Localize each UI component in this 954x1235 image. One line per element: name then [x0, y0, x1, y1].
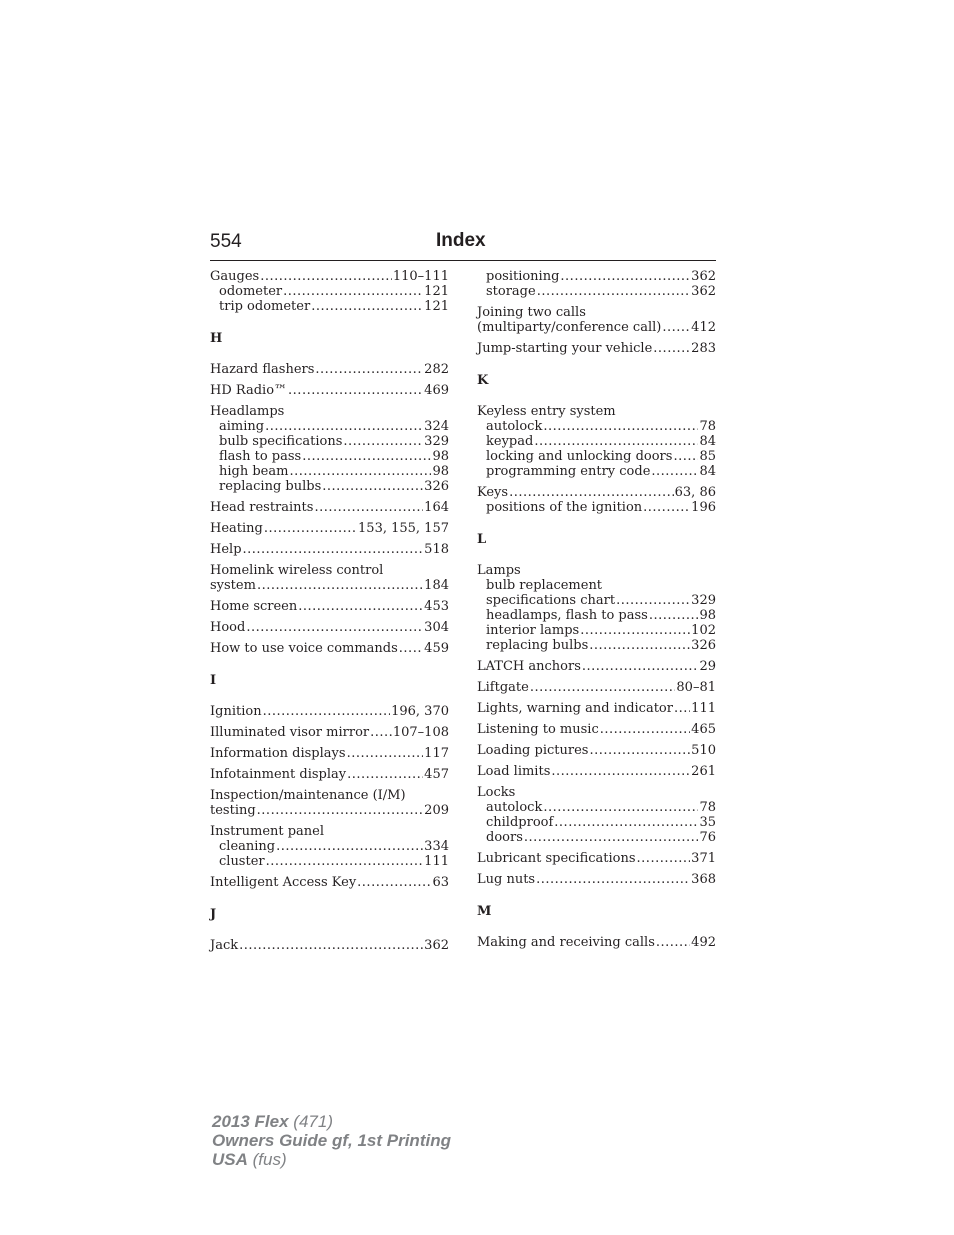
index-entry [477, 449, 716, 464]
index-entry-term: specifications chart [486, 593, 616, 608]
dot-leader [543, 419, 698, 434]
footer-region: USA [212, 1150, 248, 1169]
index-entry-term: system [210, 578, 256, 593]
index-entry-term: testing [210, 803, 256, 818]
index-entry-term: LATCH anchors [477, 659, 581, 674]
index-entry-term: Home screen [210, 599, 298, 614]
index-entry [210, 854, 449, 869]
index-entry-term: (multiparty/conference call) [477, 320, 662, 335]
index-entry-term: trip odometer [219, 299, 311, 314]
index-entry [477, 320, 716, 335]
index-entry [477, 578, 716, 593]
index-entry [477, 701, 716, 716]
index-entry-page: 362 [424, 938, 449, 953]
dot-leader [260, 269, 392, 284]
index-entry-page: 518 [424, 542, 449, 557]
index-entry-page: 102 [691, 623, 716, 638]
dot-leader [263, 704, 391, 719]
dot-leader [589, 638, 690, 653]
index-entry [477, 851, 716, 866]
dot-leader [302, 449, 431, 464]
index-entry-page: 304 [424, 620, 449, 635]
page-title: Index [436, 230, 486, 251]
dot-leader [651, 464, 698, 479]
index-entry-page: 111 [424, 854, 449, 869]
index-entry-term: Ignition [210, 704, 262, 719]
index-entry-term: bulb replacement [486, 578, 603, 593]
index-letter-heading: I [210, 673, 217, 688]
index-entry [477, 305, 716, 320]
index-entry-page: 282 [424, 362, 449, 377]
index-entry [477, 764, 716, 779]
index-entry-term: cleaning [219, 839, 276, 854]
index-entry [477, 419, 716, 434]
dot-leader [298, 599, 423, 614]
index-entry [210, 767, 449, 782]
index-entry-page: 209 [424, 803, 449, 818]
index-entry-term: Illuminated visor mirror [210, 725, 370, 740]
index-entry [210, 284, 449, 299]
index-entry [210, 704, 449, 719]
index-entry-term: interior lamps [486, 623, 580, 638]
index-entry-page: 76 [699, 830, 716, 845]
index-entry-term: Gauges [210, 269, 260, 284]
index-entry [210, 542, 449, 557]
dot-leader [662, 320, 690, 335]
index-entry-page: 196, 370 [391, 704, 449, 719]
index-entry-term: autolock [486, 800, 543, 815]
index-entry-term: Jump-starting your vehicle [477, 341, 653, 356]
dot-leader [399, 641, 423, 656]
dot-leader [537, 284, 690, 299]
index-letter-heading: L [477, 532, 487, 547]
dot-leader [257, 803, 424, 818]
index-entry-term: Lubricant specifications [477, 851, 636, 866]
index-entry-page: 329 [424, 434, 449, 449]
dot-leader [580, 623, 690, 638]
index-entry-term: storage [486, 284, 536, 299]
index-entry-term: bulb specifications [219, 434, 343, 449]
index-entry-page: 107–108 [392, 725, 449, 740]
index-entry [210, 449, 449, 464]
index-entry [477, 434, 716, 449]
index-entry [477, 623, 716, 638]
dot-leader [239, 938, 423, 953]
index-entry-page: 78 [699, 419, 716, 434]
index-entry-page: 63, 86 [674, 485, 716, 500]
dot-leader [276, 839, 423, 854]
index-entry-term: Locks [477, 785, 516, 800]
index-entry [210, 620, 449, 635]
index-entry-term: Help [210, 542, 242, 557]
index-entry-page: 121 [424, 284, 449, 299]
dot-leader [311, 299, 423, 314]
footer-region-code: (fus) [252, 1150, 287, 1169]
footer-model-code: (471) [293, 1112, 333, 1131]
index-entry [477, 815, 716, 830]
index-entry-term: programming entry code [486, 464, 651, 479]
index-entry [210, 599, 449, 614]
index-entry-term: Instrument panel [210, 824, 325, 839]
index-entry-page: 111 [691, 701, 716, 716]
index-entry-term: Load limits [477, 764, 551, 779]
index-entry-page: 368 [691, 872, 716, 887]
index-entry-page: 469 [424, 383, 449, 398]
index-entry [210, 419, 449, 434]
footer-line-3 [212, 1150, 451, 1169]
index-entry-term: doors [486, 830, 523, 845]
index-entry [477, 608, 716, 623]
index-letter-heading: M [477, 904, 492, 919]
footer-guide: Owners Guide gf, 1st Printing [212, 1131, 451, 1150]
index-entry-page: 371 [691, 851, 716, 866]
dot-leader [534, 434, 698, 449]
index-entry-term: childproof [486, 815, 554, 830]
index-entry-term: headlamps, flash to pass [486, 608, 648, 623]
index-entry [477, 680, 716, 695]
dot-leader [347, 767, 423, 782]
index-entry-term: Joining two calls [477, 305, 586, 320]
footer-model: 2013 Flex [212, 1112, 289, 1131]
index-entry-term: Keys [477, 485, 509, 500]
index-entry-page: 329 [691, 593, 716, 608]
index-entry-page: 164 [424, 500, 449, 515]
page-header [210, 230, 716, 261]
index-entry-term: Information displays [210, 746, 346, 761]
index-entry [477, 563, 716, 578]
index-entry-page: 459 [424, 641, 449, 656]
index-entry-page: 326 [691, 638, 716, 653]
index-entry [210, 464, 449, 479]
index-entry-term: Headlamps [210, 404, 285, 419]
index-entry [477, 284, 716, 299]
index-entry-page: 362 [691, 269, 716, 284]
index-entry [477, 743, 716, 758]
dot-leader [656, 935, 690, 950]
index-entry-term: How to use voice commands [210, 641, 398, 656]
index-entry-term: positioning [486, 269, 560, 284]
index-entry-page: 196 [691, 500, 716, 515]
index-entry-term: replacing bulbs [486, 638, 589, 653]
index-entry [477, 269, 716, 284]
dot-leader [257, 578, 423, 593]
index-entry-term: Hood [210, 620, 246, 635]
index-entry-term: locking and unlocking doors [486, 449, 673, 464]
index-entry [210, 479, 449, 494]
index-entry-term: keypad [486, 434, 534, 449]
index-letter-heading: H [210, 331, 223, 346]
index-entry-term: Homelink wireless control [210, 563, 384, 578]
index-entry-term: Infotainment display [210, 767, 347, 782]
dot-leader [288, 383, 423, 398]
index-entry [210, 500, 449, 515]
dot-leader [536, 872, 690, 887]
index-entry-page: 412 [691, 320, 716, 335]
index-entry-page: 324 [424, 419, 449, 434]
index-entry [477, 800, 716, 815]
index-entry [210, 746, 449, 761]
index-entry [210, 269, 449, 284]
index-entry [210, 404, 449, 419]
dot-leader [246, 620, 423, 635]
index-entry [477, 485, 716, 500]
index-entry-page: 78 [699, 800, 716, 815]
index-entry-term: Head restraints [210, 500, 314, 515]
dot-leader [653, 341, 690, 356]
index-entry-page: 98 [432, 464, 449, 479]
dot-leader [322, 479, 423, 494]
index-entry [210, 521, 449, 536]
dot-leader [551, 764, 690, 779]
index-entry-term: Keyless entry system [477, 404, 616, 419]
index-entry-page: 465 [691, 722, 716, 737]
index-entry [477, 500, 716, 515]
index-entry-page: 35 [699, 815, 716, 830]
dot-leader [554, 815, 698, 830]
index-entry-page: 283 [691, 341, 716, 356]
dot-leader [314, 500, 423, 515]
index-entry-page: 261 [691, 764, 716, 779]
index-entry [210, 875, 449, 890]
index-entry [477, 464, 716, 479]
index-entry [477, 638, 716, 653]
index-entry-term: replacing bulbs [219, 479, 322, 494]
index-entry [210, 299, 449, 314]
index-entry-term: Listening to music [477, 722, 599, 737]
index-entry [210, 563, 449, 578]
index-entry [477, 935, 716, 950]
dot-leader [637, 851, 691, 866]
index-entry-term: Lights, warning and indicator [477, 701, 673, 716]
index-entry [477, 872, 716, 887]
index-entry-page: 98 [432, 449, 449, 464]
index-entry-page: 334 [424, 839, 449, 854]
dot-leader [266, 854, 424, 869]
index-entry-term: flash to pass [219, 449, 302, 464]
index-column-right [477, 269, 716, 950]
index-entry [210, 641, 449, 656]
index-entry [477, 404, 716, 419]
dot-leader [315, 362, 423, 377]
index-entry-term: Inspection/maintenance (I/M) [210, 788, 406, 803]
index-entry-term: Making and receiving calls [477, 935, 655, 950]
dot-leader [543, 800, 698, 815]
index-column-left [210, 269, 449, 953]
index-entry-page: 80–81 [676, 680, 716, 695]
index-entry-term: Loading pictures [477, 743, 589, 758]
index-entry-page: 326 [424, 479, 449, 494]
index-entry [210, 839, 449, 854]
index-entry-term: aiming [219, 419, 265, 434]
dot-leader [616, 593, 690, 608]
footer-line-2 [212, 1131, 451, 1150]
index-entry-page: 362 [691, 284, 716, 299]
dot-leader [582, 659, 699, 674]
footer-line-1 [212, 1112, 451, 1131]
dot-leader [265, 419, 423, 434]
dot-leader [600, 722, 690, 737]
index-entry [210, 803, 449, 818]
index-letter-heading: J [210, 907, 217, 922]
index-entry [477, 593, 716, 608]
index-entry-term: Jack [210, 938, 239, 953]
index-entry [210, 383, 449, 398]
index-entry-page: 85 [699, 449, 716, 464]
index-entry-term: cluster [219, 854, 265, 869]
index-entry-page: 153, 155, 157 [358, 521, 449, 536]
index-entry [210, 362, 449, 377]
index-entry-page: 117 [424, 746, 449, 761]
index-entry-page: 184 [424, 578, 449, 593]
index-entry [477, 830, 716, 845]
dot-leader [673, 449, 698, 464]
index-entry-term: high beam [219, 464, 289, 479]
index-letter-heading: K [477, 373, 489, 388]
index-entry-term: Intelligent Access Key [210, 875, 357, 890]
index-entry-page: 84 [699, 464, 716, 479]
index-entry [210, 788, 449, 803]
index-entry [210, 938, 449, 953]
index-entry-page: 110–111 [392, 269, 449, 284]
dot-leader [674, 701, 690, 716]
index-entry-term: Lug nuts [477, 872, 536, 887]
index-entry-term: odometer [219, 284, 283, 299]
index-entry [477, 341, 716, 356]
footer [212, 1112, 451, 1169]
dot-leader [243, 542, 424, 557]
index-entry-page: 510 [691, 743, 716, 758]
dot-leader [347, 746, 424, 761]
dot-leader [509, 485, 674, 500]
dot-leader [289, 464, 431, 479]
index-entry-term: HD Radio™ [210, 383, 288, 398]
dot-leader [530, 680, 676, 695]
dot-leader [524, 830, 699, 845]
dot-leader [343, 434, 423, 449]
index-entry [210, 434, 449, 449]
index-entry-page: 63 [432, 875, 449, 890]
dot-leader [649, 608, 699, 623]
index-entry-term: Liftgate [477, 680, 529, 695]
index-entry [210, 824, 449, 839]
index-entry-term: Hazard flashers [210, 362, 315, 377]
dot-leader [643, 500, 690, 515]
dot-leader [589, 743, 690, 758]
index-entry-page: 98 [699, 608, 716, 623]
index-entry-term: Lamps [477, 563, 521, 578]
index-entry [210, 725, 449, 740]
index-entry [477, 722, 716, 737]
index-entry [477, 659, 716, 674]
index-entry-page: 453 [424, 599, 449, 614]
index-entry-page: 492 [691, 935, 716, 950]
dot-leader [370, 725, 392, 740]
index-entry-term: autolock [486, 419, 543, 434]
index-entry-page: 29 [699, 659, 716, 674]
index-entry-term: Heating [210, 521, 263, 536]
index-entry-page: 84 [699, 434, 716, 449]
index-entry [477, 785, 716, 800]
index-entry-page: 121 [424, 299, 449, 314]
index-entry [210, 578, 449, 593]
dot-leader [264, 521, 357, 536]
dot-leader [283, 284, 423, 299]
index-entry-term: positions of the ignition [486, 500, 643, 515]
index-entry-page: 457 [424, 767, 449, 782]
page-number: 554 [210, 231, 242, 252]
dot-leader [357, 875, 431, 890]
dot-leader [560, 269, 690, 284]
